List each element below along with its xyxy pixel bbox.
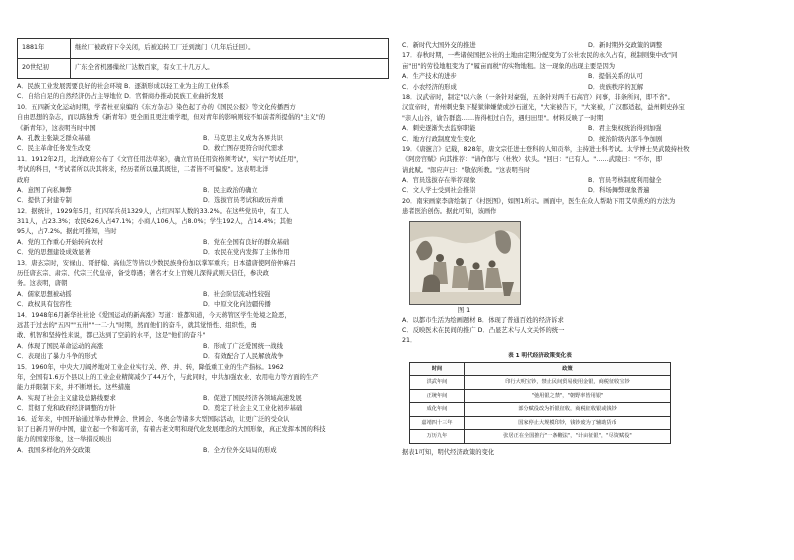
option-b: B．马克思主义成为各界共识 bbox=[203, 134, 283, 142]
option-d: D．选拔官员考试和政历并重 bbox=[203, 197, 284, 205]
table-cell-policy: 张居正在全国推行"一条鞭法"，"计亩征银"，"尽资赋役" bbox=[465, 430, 671, 444]
table-row bbox=[18, 59, 389, 79]
table-header-time: 时间 bbox=[410, 362, 465, 376]
option-c: C．贯彻了党和政府经济调整的方针 bbox=[17, 405, 116, 413]
question-text: 识了日新月异的中国，建立起一个和蔼可亲，有着古老文明和现代化发展理念的大国形象，真正发挥本国的科技 bbox=[17, 425, 326, 433]
option-d: D．奠定了社会主义工业化初步基础 bbox=[203, 405, 303, 413]
option-a: A．官员选拔存在举荐现象 bbox=[402, 177, 476, 185]
question-text: 《阿房宫赋》向其推荐："请作郎与（杜牧）状头。"回曰："已有人。"……武陵曰："不尔，即 bbox=[402, 156, 663, 164]
option-b: B．促进了国民经济各领域高速发展 bbox=[203, 394, 302, 402]
option-line: A．民族工业发展需要良好的社会环境 B．逐渐形成以轻工业为主的工业体系 bbox=[17, 83, 230, 90]
question-text: 10．五四新文化运动时期，学者杜亚泉编的《东方杂志》染色起了办的《国民公报》等文化传播西方 bbox=[17, 103, 296, 111]
option-row bbox=[17, 404, 389, 414]
question-text: 患者医治创伤。据此可知，该画作 bbox=[402, 208, 497, 216]
right-column bbox=[402, 41, 774, 458]
table-row bbox=[410, 403, 671, 417]
option-a: A．意图了向私舞弊 bbox=[17, 186, 72, 194]
question-text: 亩"田"的劳役地租变为了"履亩而税"的实物地租。这一现象的出现主要是因为 bbox=[402, 62, 616, 70]
figure-caption: 图 1 bbox=[457, 306, 471, 314]
option-row bbox=[17, 290, 389, 300]
question-text: 95人，占7.2%。据此可推知，当时 bbox=[17, 228, 117, 236]
question-text: 年，全国有1.6万个县以上的工业企业精简减少了44万个，与此同时，中共加强农业、农用电力等方面的生产 bbox=[17, 373, 319, 381]
question-text: 12．据统计，1929年5月，红四军兵员1329人，占红四军人数的33.2%。在这些党员中，有工人 bbox=[17, 207, 289, 215]
table-cell-policy: 部分赋役改为折银征收，商税征收银或钱钞 bbox=[465, 403, 671, 417]
table-row bbox=[410, 389, 671, 403]
option-b: B．君主集权统治得到加强 bbox=[588, 125, 662, 133]
question-number: 21． bbox=[402, 337, 417, 345]
option-c: C．政权具有包容性 bbox=[17, 301, 72, 309]
question-text: 18．汉武帝时，制定"以六条（一条针对豪强，五条针对两千石高官）问事，非条所问，即不省"。 bbox=[402, 93, 674, 101]
question-text: 19．《唐摭言》记载，828年，唐文宗任进士登科的人知贡举，主持进士科考试。太学博士吴武陵持杜牧 bbox=[402, 145, 690, 153]
table-cell-time: 嘉靖四十三年 bbox=[410, 416, 465, 430]
left-column bbox=[17, 38, 389, 456]
option-row bbox=[402, 72, 774, 82]
question-text: 《新青年》，这表明当时中国 bbox=[17, 124, 96, 132]
option-row bbox=[17, 196, 389, 206]
option-d: D．新时期外交政策的调整 bbox=[588, 42, 663, 49]
option-a: A．儒家思想被动摇 bbox=[17, 290, 72, 298]
table-header-row bbox=[410, 362, 671, 376]
policy-table-caption: 表 1 明代经济政策变化表 bbox=[508, 352, 572, 359]
question-text: 16．近年来，中国开始通过举办世博会、世园会、冬奥会等诸多大型国际活动，让更广泛的受众认 bbox=[17, 415, 290, 423]
question-text: 务。这表明，唐朝 bbox=[17, 280, 68, 288]
question-text: 311人，占23.3%；农民626人占47.1%；小商人106人，占8.0%；学生192人，占14.4%；其他 bbox=[17, 218, 293, 226]
option-b: B．党在全国有良好的群众基础 bbox=[203, 238, 290, 246]
option-d: D．中原文化向边疆传播 bbox=[203, 301, 271, 309]
option-d: D．贵族秩序的瓦解 bbox=[588, 83, 644, 91]
option-b: B．民主政治的确立 bbox=[203, 186, 258, 194]
question-text: 请此赋。"郎应声曰："敬依所教。"这表明当时 bbox=[402, 166, 531, 174]
option-row bbox=[17, 352, 389, 362]
table-row bbox=[18, 39, 389, 59]
option-row bbox=[17, 300, 389, 310]
option-row bbox=[402, 83, 774, 93]
option-c: C．表现出了暴力斗争的形式 bbox=[17, 353, 97, 361]
option-a: A．我国多样化的外交政策 bbox=[17, 446, 91, 454]
table-header-policy: 政策 bbox=[465, 362, 671, 376]
option-a: A．实现了社会主义建设总路线要求 bbox=[17, 394, 116, 402]
option-row bbox=[17, 394, 389, 404]
question-text: 考试的科目，"考试者所以决其将来，经历者所以量其既往，二者皆不可偏废"。这表明北洋 bbox=[17, 166, 269, 174]
option-d: D．有效配合了人民解放战争 bbox=[203, 353, 284, 361]
option-a: A．生产技术的进步 bbox=[402, 73, 457, 81]
option-a: A．体现了国民革命运动的高涨 bbox=[17, 342, 104, 350]
table-row bbox=[410, 416, 671, 430]
option-row bbox=[17, 186, 389, 196]
option-row bbox=[402, 176, 774, 186]
village-doctor-painting bbox=[409, 221, 521, 305]
option-row bbox=[17, 342, 389, 352]
table-cell-policy: "弛用银之禁"，"朝野率皆用银" bbox=[465, 389, 671, 403]
question-text: "亲人山谷，谕告群盗……皆得相过自告，遇归田里"。材料反映了一时期 bbox=[402, 114, 603, 122]
question-text: 11．1912年2月，北洋政府公布了《文官任用法草案》，确立官员任用资格须考试"，实行"考试任用"， bbox=[17, 155, 303, 163]
timeline-table bbox=[17, 38, 389, 79]
option-c: C．文人学士受到社会推崇 bbox=[402, 187, 476, 195]
option-b: B．形成了广泛爱国统一战线 bbox=[203, 342, 283, 350]
table-cell-time: 成化年间 bbox=[410, 403, 465, 417]
table-row bbox=[410, 376, 671, 390]
option-a: A．孔教主张缺乏群众基础 bbox=[17, 134, 91, 142]
option-line: A．以都市生活为绘画题材 B．体现了普通百姓的经济诉求 bbox=[402, 316, 564, 324]
option-row bbox=[402, 135, 774, 145]
table-cell-event: 继丝厂被政府下令关闭，后被迫转工厂迁到澳门（几年后迁回）。 bbox=[71, 39, 389, 59]
option-row bbox=[402, 186, 774, 196]
table-cell-year: 1881年 bbox=[18, 39, 71, 59]
option-b: B．社会阶层流动性较强 bbox=[203, 290, 271, 298]
question-text: 20．南宋画家李唐绘制了《村医图》，如图1所示。画面中，医生在众人帮助下用艾草熏灼的方法为 bbox=[402, 197, 676, 205]
question-text: 历任唐玄宗、肃宗、代宗三代皇帝，备受尊遇；著名才女上官婉儿深得武则天信任，参决政 bbox=[17, 270, 269, 278]
option-c: C．民主革命任务发生改变 bbox=[17, 145, 91, 153]
option-a: A．党的工作重心开始转向农村 bbox=[17, 238, 104, 246]
option-b: B．官员考核制度利用健全 bbox=[588, 177, 662, 185]
table-row bbox=[410, 430, 671, 444]
option-c: C．地方行政制度发生变化 bbox=[402, 135, 476, 143]
option-c: C．党的思想建设成效显著 bbox=[17, 249, 91, 257]
option-line: C．反映医术在民间的推广 D．凸显艺术与人文关怀的统一 bbox=[402, 327, 565, 335]
option-a: A．刺史逐渐失去监察职能 bbox=[402, 125, 476, 133]
table-cell-year: 20世纪初 bbox=[18, 59, 71, 79]
option-row bbox=[402, 41, 774, 51]
question-text: 13．唐玄宗时，安禄山、哥舒翰、高仙芝等皆以少数民族身份加以掌军重兵；日本遣唐使阿倍仲麻吕 bbox=[17, 259, 296, 267]
question-text: 汉宣帝时，青州刺史集下疑狱律嫌蒙或沙石道光，"大案被告下，"大案被，广汉郡适起，益州刺史孙宝 bbox=[402, 104, 685, 112]
question-text: 15．1960年，中央大刀阔斧地对工业企业实行关、停、并、转，降低重工业的生产指标。1962 bbox=[17, 363, 284, 371]
question-text: 14．1948年6月新华社社论《爱国运动的新高涨》写道：谁都知道，今天蒋管区学生处境之险恶， bbox=[17, 311, 291, 319]
question-text: 能力并限制下来，并不断增长。这些措施 bbox=[17, 384, 131, 392]
option-row bbox=[402, 124, 774, 134]
option-b: B．全方位外交局局的形成 bbox=[203, 446, 277, 454]
option-d: D．科场舞弊现象普遍 bbox=[588, 187, 650, 195]
table-cell-event: 广东全省机器缫丝厂达数百家，有女工十几万人。 bbox=[71, 59, 389, 79]
policy-table bbox=[409, 351, 671, 444]
painting-illustration bbox=[410, 222, 520, 304]
option-row bbox=[17, 248, 389, 258]
question-text: 17．春秋时期，一些诸侯国把公社的土地由定期分配变为了公社农民的永久占有，税制则集中改"同 bbox=[402, 52, 678, 60]
option-d: D．救亡图存更符合时代需求 bbox=[203, 145, 284, 153]
table-cell-time: 正统年间 bbox=[410, 389, 465, 403]
question-text: 据表1可知，明代经济政策的变化 bbox=[402, 448, 495, 456]
option-b: B．提倡关系的认可 bbox=[588, 73, 643, 81]
question-text: 政府 bbox=[17, 176, 30, 184]
option-c: C．新时代大国外交的推进 bbox=[402, 42, 476, 49]
question-text: 自由思想的杂志，而以陈独秀《新青年》更全面且更注重学理，但对青年的影响则较不如前者所提倡的"主义"的 bbox=[17, 114, 326, 122]
option-row bbox=[17, 144, 389, 154]
table-cell-time: 洪武年间 bbox=[410, 376, 465, 390]
table-cell-policy: 印行大明宝钞，禁止民间贸易使用金银，商税征收宝钞 bbox=[465, 376, 671, 390]
option-c: C．提供了封建专制 bbox=[17, 197, 72, 205]
table-cell-time: 万历九年 bbox=[410, 430, 465, 444]
option-c: C．小农经济的形成 bbox=[402, 83, 457, 91]
option-row bbox=[17, 238, 389, 248]
option-row bbox=[17, 134, 389, 144]
option-d: D．农民在党内发挥了主体作用 bbox=[203, 249, 290, 257]
option-line: C．自给自足的自然经济仍占主导地位 D．官督商办推动民族工业曲折发展 bbox=[17, 93, 224, 101]
question-text: 能力的国家形象，这一举措反映出 bbox=[17, 436, 112, 444]
question-text: 远甚于过去的"五四""五卅""一二·九"时期，然而他们的奋斗，就其觉悟性、组织性，勇 bbox=[17, 321, 257, 329]
table-cell-policy: 国家停止大规模印钞，钱钞废为了辅助货币 bbox=[465, 416, 671, 430]
question-text: 敢、机智和坚持性来说，都已达到了空前的水平，这是"他们的奋斗" bbox=[17, 332, 206, 340]
option-d: D．统治阶级内部斗争加剧 bbox=[588, 135, 663, 143]
option-row bbox=[17, 446, 389, 456]
